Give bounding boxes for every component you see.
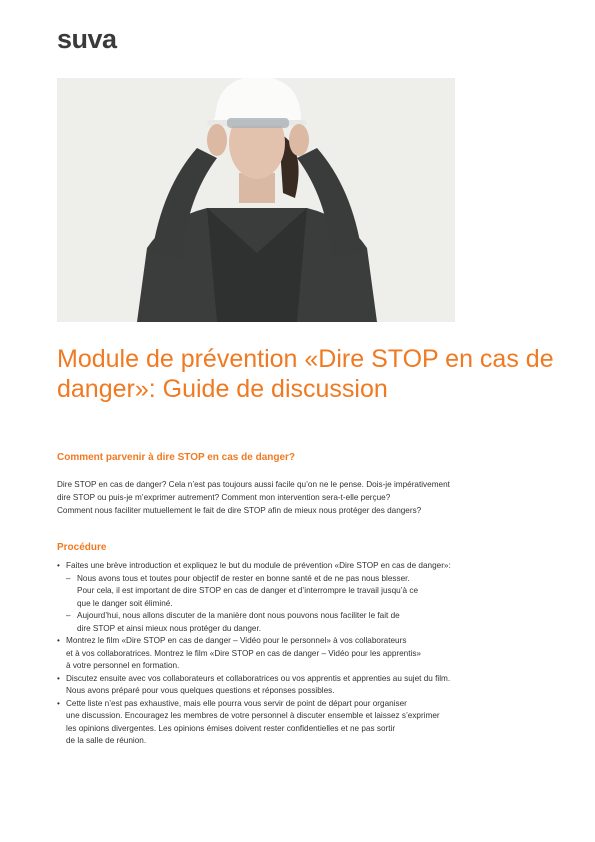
list-item-text: Discutez ensuite avec vos collaborateurs et collaboratrices ou vos apprentis et apprenties au sujet du film. <box>66 673 451 683</box>
intro-line: Dire STOP en cas de danger? Cela n’est pas toujours aussi facile qu’on ne le pense. Dois-je impérativement <box>57 480 450 489</box>
list-item-continuation: dire STOP et ainsi mieux nous protéger du danger. <box>77 623 262 633</box>
intro-line: dire STOP ou puis-je m’exprimer autrement? Comment mon intervention sera-t-elle perçue? <box>57 493 391 502</box>
list-item <box>57 698 537 711</box>
list-item <box>57 560 537 573</box>
list-item-continuation: et à vos collaboratrices. Montrez le film «Dire STOP en cas de danger – Vidéo pour les apprentis» <box>66 648 421 658</box>
list-item-continuation: que le danger soit éliminé. <box>77 598 173 608</box>
sub-list-item <box>57 573 537 586</box>
procedure-list <box>57 560 537 748</box>
suva-logo: suva <box>57 24 117 54</box>
dash-marker: – <box>66 573 71 583</box>
bullet-marker: • <box>57 673 60 683</box>
list-item-text: Cette liste n’est pas exhaustive, mais elle pourra vous servir de point de départ pour organiser <box>66 698 407 708</box>
bullet-marker: • <box>57 698 60 708</box>
bullet-marker: • <box>57 561 60 570</box>
sub-list-item <box>57 610 537 623</box>
list-item-continuation: à votre personnel en formation. <box>66 661 180 670</box>
list-item-continuation: Nous avons préparé pour vous quelques questions et réponses possibles. <box>66 686 335 695</box>
dash-marker: – <box>66 611 71 620</box>
document-title: Module de prévention «Dire STOP en cas de danger»: Guide de discussion <box>57 345 554 403</box>
list-item-continuation: de la salle de réunion. <box>66 736 147 745</box>
list-item-text: Nous avons tous et toutes pour objectif de rester en bonne santé et de ne pas nous blesser. <box>77 573 410 583</box>
list-item <box>57 635 537 648</box>
intro-paragraph <box>57 478 537 517</box>
list-item-continuation: Pour cela, il est important de dire STOP en cas de danger et d’interrompre le travail jusqu’à ce <box>77 586 419 595</box>
bullet-marker: • <box>57 636 60 645</box>
list-item <box>57 673 537 686</box>
section-heading-question: Comment parvenir à dire STOP en cas de danger? <box>57 452 296 463</box>
list-item-continuation: les opinions divergentes. Les opinions émises doivent rester confidentielles et ne pas sortir <box>66 723 396 733</box>
list-item-text: Aujourd’hui, nous allons discuter de la manière dont nous pouvons nous faciliter le fait de <box>77 611 400 620</box>
section-heading-procedure: Procédure <box>57 542 107 553</box>
worker-photo <box>57 78 455 322</box>
list-item-text: Montrez le film «Dire STOP en cas de danger – Vidéo pour le personnel» à vos collaborateurs <box>66 636 407 645</box>
list-item-continuation: une discussion. Encouragez les membres de votre personnel à discuter ensemble et laissez s’exprimer <box>66 711 440 720</box>
list-item-text: Faites une brève introduction et expliquez le but du module de prévention «Dire STOP en cas de danger»: <box>66 561 451 570</box>
intro-line: Comment nous faciliter mutuellement le fait de dire STOP afin de mieux nous protéger des dangers? <box>57 506 422 515</box>
